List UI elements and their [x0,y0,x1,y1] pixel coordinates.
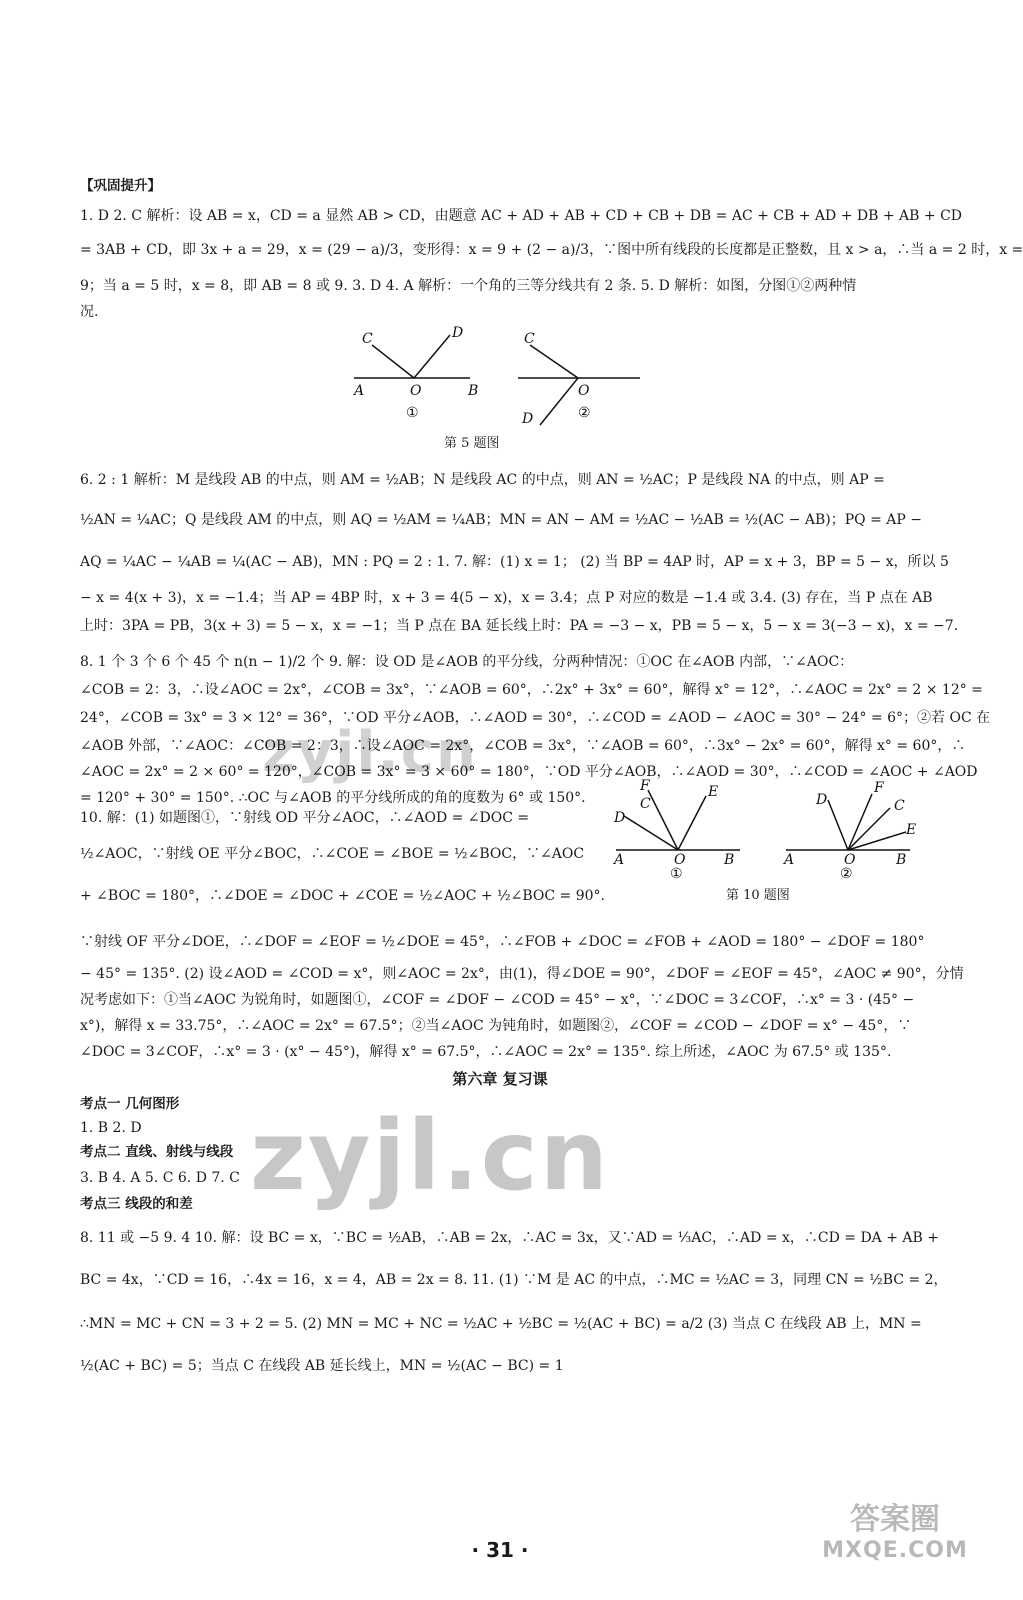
text-line: AQ = ¼AC − ¼AB = ¼(AC − AB)，MN : PQ = 2 : 1. 7. 解：(1) x = 1； (2) 当 BP = 4AP 时，AP = x + 3，BP = 5 − x，所以 5 [80,554,949,570]
text-line: 况. [80,304,99,320]
text-line: = 3AB + CD，即 3x + a = 29，x = (29 − a)/3，变形得：x = 9 + (2 − a)/3，∵图中所有线段的长度都是正整数，且 x > a，∴当 a = 2 时，x = [80,242,1023,258]
text-line: ∠DOC = 3∠COF，∴x° = 3 · (x° − 45°)，解得 x° = 67.5°，∴∠AOC = 2x° = 135°. 综上所述，∠AOC 为 67.5° 或 135°. [80,1044,892,1060]
text-line: 8. 11 或 −5 9. 4 10. 解：设 BC = x，∵BC = ½AB，∴AB = 2x，∴AC = 3x，又∵AD = ⅓AC，∴AD = x，∴CD = DA + AB + [80,1230,940,1246]
chapter-title: 第六章 复习课 [452,1070,548,1088]
text-line: 10. 解：(1) 如题图①，∵射线 OD 平分∠AOC，∴∠AOD = ∠DOC = [80,810,530,826]
figure-number: ① [670,866,683,882]
text-line: − x = 4(x + 3)，x = −1.4；当 AP = 4BP 时，x + 3 = 4(5 − x)，x = 3.4；点 P 对应的数是 −1.4 或 3.4. (3) 存在，当 P 点在 AB [80,590,933,606]
text-line: ½∠AOC，∵射线 OE 平分∠BOC，∴∠COE = ∠BOE = ½∠BOC，∵∠AOC [80,846,585,862]
text-line: 8. 1 个 3 个 6 个 45 个 n(n − 1)/2 个 9. 解：设 OD 是∠AOB 的平分线，分两种情况：①OC 在∠AOB 内部，∵∠AOC： [80,654,854,670]
label-A: A [614,852,625,868]
label-A: A [354,383,365,399]
label-F: F [874,780,884,796]
text-line: 况考虑如下：①当∠AOC 为锐角时，如题图①，∠COF = ∠DOF − ∠COD = 45° − x°，∵∠DOC = 3∠COF，∴x° = 3 · (45° − [80,992,915,1008]
label-B: B [468,383,479,399]
label-C: C [362,331,373,347]
watermark-small: zyjl.cn [262,720,478,785]
text-line: ∵射线 OF 平分∠DOE，∴∠DOF = ∠EOF = ½∠DOE = 45°，∴∠FOB + ∠DOC = ∠FOB + ∠AOD = 180° − ∠DOF = 180° [80,934,925,950]
text-line: 3. B 4. A 5. C 6. D 7. C [80,1170,240,1186]
figure-10 [610,780,920,880]
text-line: = 120° + 30° = 150°. ∴OC 与∠AOB 的平分线所成的角的度数为 6° 或 150°. [80,790,586,806]
label-D: D [816,792,828,808]
text-line: − 45° = 135°. (2) 设∠AOD = ∠COD = x°，则∠AOC = 2x°，由(1)，得∠DOE = 90°，∠DOF = ∠EOF = 45°，∠AOC ≠ 90°，分情 [80,966,964,982]
label-E: E [708,784,719,800]
label-B: B [724,852,735,868]
label-O: O [674,852,686,868]
text-line: 1. D 2. C 解析：设 AB = x，CD = a 显然 AB > CD，由题意 AC + AD + AB + CD + CB + DB = AC + CB + AD + DB + AB + CD [80,208,963,224]
figure-10-caption: 第 10 题图 [726,888,790,903]
text-line: 1. B 2. D [80,1120,142,1136]
kaodian-heading: 考点三 线段的和差 [80,1196,193,1212]
label-C: C [894,798,905,814]
figure-number: ② [840,866,853,882]
label-O: O [578,383,590,399]
label-E: E [906,822,917,838]
text-line: 6. 2 : 1 解析：M 是线段 AB 的中点，则 AM = ½AB；N 是线段 AC 的中点，则 AN = ½AC；P 是线段 NA 的中点，则 AP = [80,472,885,488]
label-A: A [784,852,795,868]
label-F: F [640,778,650,794]
label-O: O [844,852,856,868]
label-D: D [522,411,534,427]
text-line: ∠AOB 外部，∵∠AOC：∠COB = 2：3，∴设∠AOC = 2x°，∠COB = 3x°，∵∠AOB = 60°，∴3x° − 2x° = 60°，解得 x° = 60°，∴ [80,738,966,754]
text-line: BC = 4x，∵CD = 16，∴4x = 16，x = 4，AB = 2x = 8. 11. (1) ∵M 是 AC 的中点，∴MC = ½AC = 3，同理 CN = ½BC = 2， [80,1272,948,1288]
label-D: D [614,810,626,826]
figure-5 [350,325,660,425]
figure-number: ② [578,405,591,421]
figure-number: ① [406,405,419,421]
page-number: · 31 · [471,1538,529,1562]
section-title-gonggu: 【巩固提升】 [80,178,161,194]
corner-watermark-bottom: MXQE.COM [822,1538,968,1563]
kaodian-heading: 考点一 几何图形 [80,1096,180,1112]
corner-watermark-logo [810,1494,980,1574]
text-line: ½AN = ¼AC；Q 是线段 AM 的中点，则 AQ = ½AM = ¼AB；MN = AN − AM = ½AC − ½AB = ½(AC − AB)；PQ = AP − [80,512,922,528]
label-C: C [524,331,535,347]
label-B: B [896,852,907,868]
corner-watermark-top: 答案圈 [850,1502,940,1537]
kaodian-heading: 考点二 直线、射线与线段 [80,1144,234,1160]
text-line: ∴MN = MC + CN = 3 + 2 = 5. (2) MN = MC + NC = ½AC + ½BC = ½(AC + BC) = a/2 (3) 当点 C 在线段 AB 上，MN = [80,1316,922,1332]
watermark-center: zyjl.cn [250,1100,610,1212]
text-line: 9；当 a = 5 时，x = 8，即 AB = 8 或 9. 3. D 4. A 解析：一个角的三等分线共有 2 条. 5. D 解析：如图，分图①②两种情 [80,278,857,294]
text-line: ∠COB = 2：3，∴设∠AOC = 2x°，∠COB = 3x°，∵∠AOB = 60°，∴2x° + 3x° = 60°，解得 x° = 12°，∴∠AOC = 2x° = 2 × 12° = [80,682,983,698]
figure-5-caption: 第 5 题图 [444,436,500,451]
label-D: D [452,325,464,341]
text-line: 上时：3PA = PB，3(x + 3) = 5 − x，x = −1；当 P 点在 BA 延长线上时：PA = −3 − x，PB = 5 − x，5 − x = 3(−3 − x)，x = −7. [80,618,959,634]
text-line: 24°，∠COB = 3x° = 3 × 12° = 36°，∵OD 平分∠AOB，∴∠AOD = 30°，∴∠COD = ∠AOD − ∠AOC = 30° − 24° = 6°；②若 OC 在 [80,710,991,726]
text-line: ∠AOC = 2x° = 2 × 60° = 120°，∠COB = 3x° = 3 × 60° = 180°，∵OD 平分∠AOB，∴∠AOD = 30°，∴∠COD = ∠AOC + ∠AOD [80,764,978,780]
label-O: O [410,383,422,399]
text-line: ½(AC + BC) = 5；当点 C 在线段 AB 延长线上，MN = ½(AC − BC) = 1 [80,1358,564,1374]
text-line: x°)，解得 x = 33.75°，∴∠AOC = 2x° = 67.5°；②当∠AOC 为钝角时，如题图②，∠COF = ∠COD − ∠DOF = x° − 45°，∵ [80,1018,912,1034]
label-C: C [640,796,651,812]
text-line: + ∠BOC = 180°，∴∠DOE = ∠DOC + ∠COE = ½∠AOC + ½∠BOC = 90°. [80,888,605,904]
